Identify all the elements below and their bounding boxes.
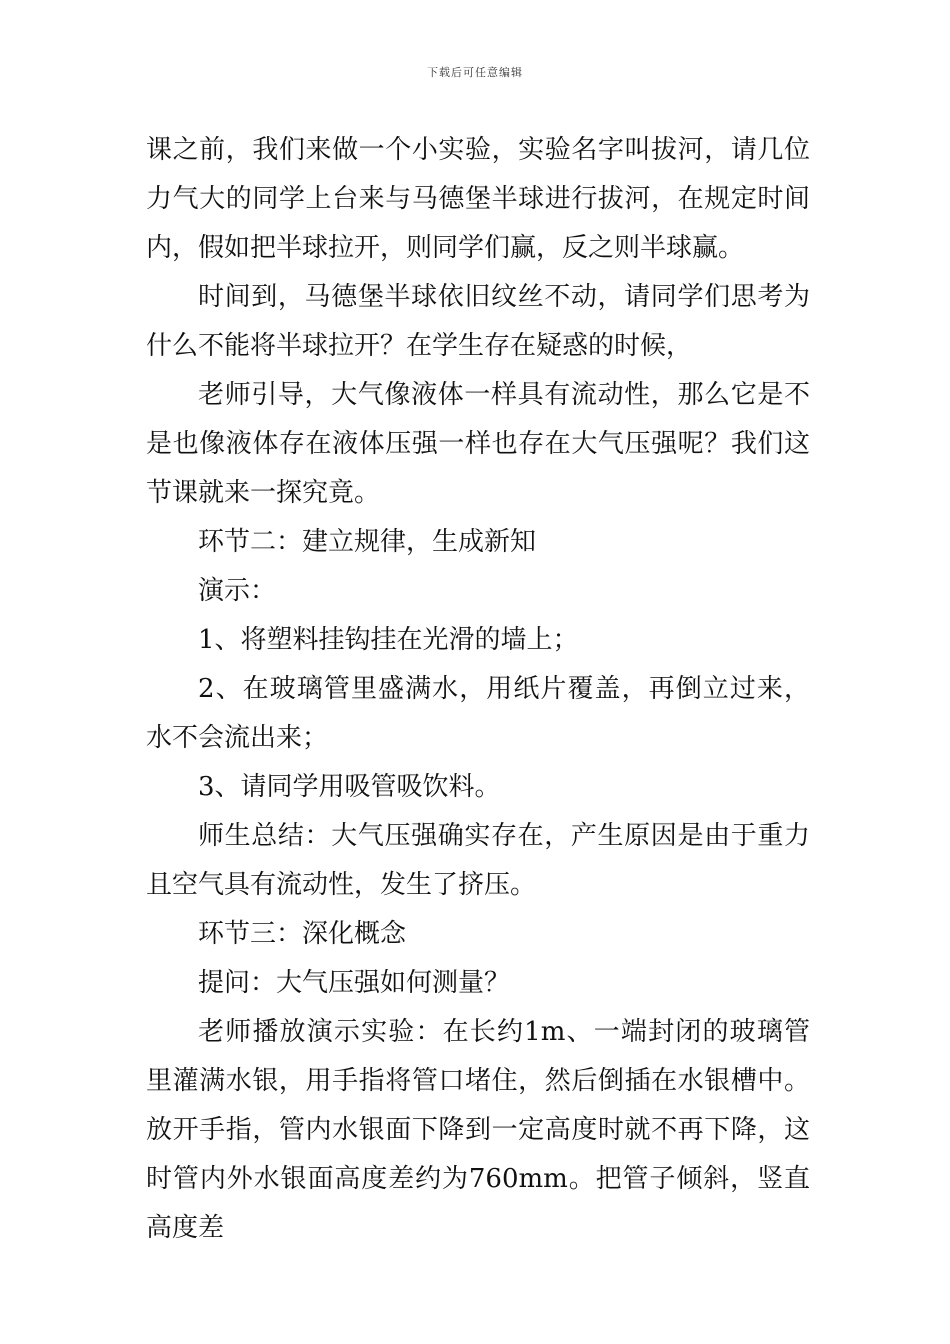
paragraph: 提问：大气压强如何测量？	[198, 968, 511, 998]
section-heading: 环节三：深化概念	[198, 919, 407, 949]
paragraph: 老师引导，大气像液体一样具有流动性，那么它是不是也像液体存在液体压强一样也存在大气压强呢？我们这节课就来一探究竟。	[146, 380, 810, 508]
list-item: 1、将塑料挂钩挂在光滑的墙上；	[198, 625, 579, 655]
paragraph: 演示：	[198, 576, 277, 606]
paragraph: 师生总结：大气压强确实存在，产生原因是由于重力且空气具有流动性，发生了挤压。	[146, 821, 810, 900]
paragraph: 时间到，马德堡半球依旧纹丝不动，请同学们思考为什么不能将半球拉开？在学生存在疑惑的时候，	[146, 282, 810, 361]
document-body	[146, 126, 810, 1253]
list-item: 2、在玻璃管里盛满水，用纸片覆盖，再倒立过来，水不会流出来；	[146, 674, 810, 753]
list-item: 3、请同学用吸管吸饮料。	[198, 772, 501, 802]
section-heading: 环节二：建立规律，生成新知	[198, 527, 537, 557]
page-header: 下载后可任意编辑	[427, 66, 523, 79]
paragraph: 老师播放演示实验：在长约1m、一端封闭的玻璃管里灌满水银，用手指将管口堵住，然后倒插在水银槽中。放开手指，管内水银面下降到一定高度时就不再下降，这时管内外水银面高度差约为760mm。把管子倾斜，竖直高度差	[146, 1017, 810, 1243]
paragraph: 课之前，我们来做一个小实验，实验名字叫拔河，请几位力气大的同学上台来与马德堡半球进行拔河，在规定时间内，假如把半球拉开，则同学们赢，反之则半球赢。	[146, 135, 810, 263]
